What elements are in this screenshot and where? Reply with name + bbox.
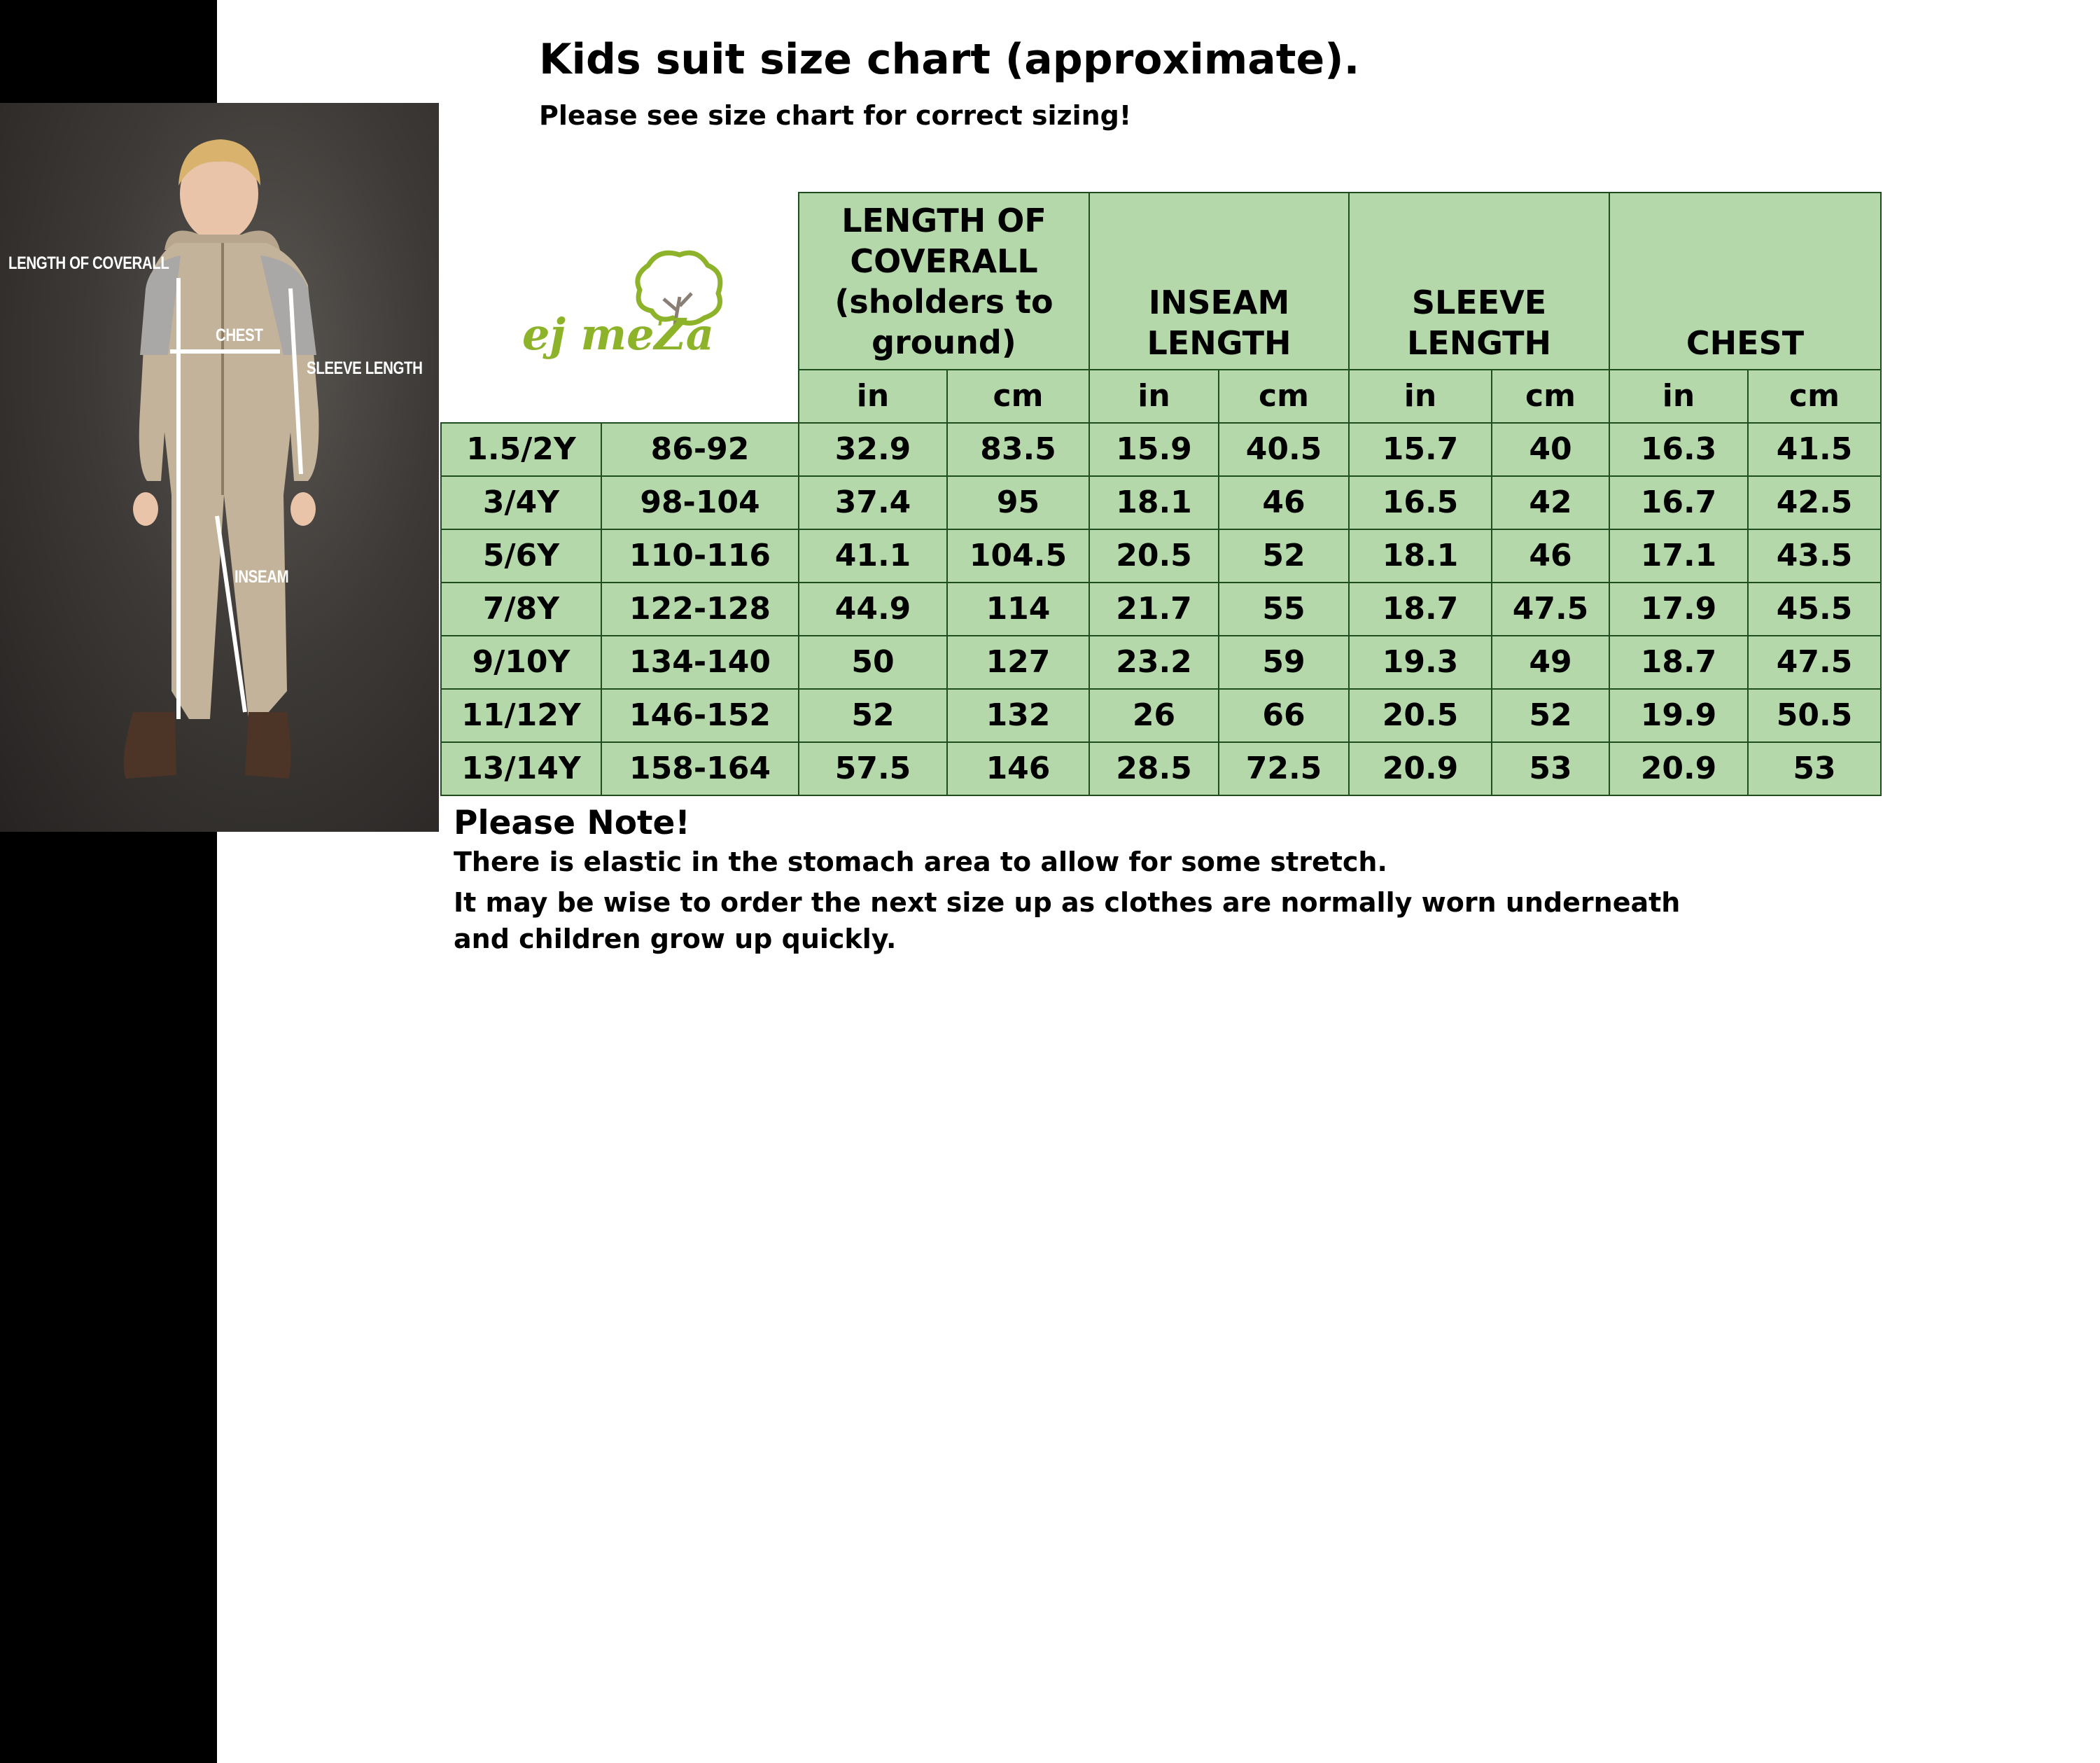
measure-cell: 59 <box>1219 636 1349 689</box>
measure-cell: 66 <box>1219 689 1349 742</box>
measure-cell: 15.7 <box>1349 423 1492 476</box>
unit-cell: in <box>1089 370 1219 423</box>
measure-cell: 37.4 <box>799 476 947 529</box>
measure-cell: 19.3 <box>1349 636 1492 689</box>
measure-cell: 95 <box>947 476 1089 529</box>
measure-cell: 23.2 <box>1089 636 1219 689</box>
note-line-2: It may be wise to order the next size up as clothes are normally worn underneath <box>454 887 1681 918</box>
label-length-of-coverall: LENGTH OF COVERALL <box>8 253 169 273</box>
table-row <box>441 583 1881 636</box>
measure-cell: 146 <box>947 742 1089 795</box>
measure-cell: 41.5 <box>1748 423 1881 476</box>
table-row <box>441 423 1881 476</box>
measure-cell: 53 <box>1748 742 1881 795</box>
table-row <box>441 742 1881 795</box>
measure-cell: 45.5 <box>1748 583 1881 636</box>
table-row <box>441 476 1881 529</box>
measure-cell: 72.5 <box>1219 742 1349 795</box>
measure-cell: 16.3 <box>1609 423 1748 476</box>
height-cell: 146-152 <box>601 689 799 742</box>
measure-cell: 46 <box>1492 529 1609 583</box>
table-row <box>441 636 1881 689</box>
unit-cell: cm <box>947 370 1089 423</box>
measure-cell: 15.9 <box>1089 423 1219 476</box>
height-cell: 158-164 <box>601 742 799 795</box>
logo-text: ej meZa <box>522 309 714 361</box>
note-heading: Please Note! <box>454 804 690 842</box>
measure-cell: 42.5 <box>1748 476 1881 529</box>
measure-cell: 18.7 <box>1609 636 1748 689</box>
height-cell: 110-116 <box>601 529 799 583</box>
table-row <box>441 529 1881 583</box>
measure-cell: 52 <box>799 689 947 742</box>
measure-cell: 43.5 <box>1748 529 1881 583</box>
note-line-1: There is elastic in the stomach area to allow for some stretch. <box>454 846 1387 877</box>
measure-cell: 41.1 <box>799 529 947 583</box>
header-inseam-length: INSEAM LENGTH <box>1089 193 1349 370</box>
measure-cell: 55 <box>1219 583 1349 636</box>
measure-cell: 21.7 <box>1089 583 1219 636</box>
measure-cell: 114 <box>947 583 1089 636</box>
note-line-3: and children grow up quickly. <box>454 924 897 954</box>
age-cell: 1.5/2Y <box>441 423 601 476</box>
measure-cell: 49 <box>1492 636 1609 689</box>
measure-cell: 20.9 <box>1349 742 1492 795</box>
measure-cell: 18.7 <box>1349 583 1492 636</box>
measure-cell: 40.5 <box>1219 423 1349 476</box>
measure-cell: 20.5 <box>1349 689 1492 742</box>
brand-logo <box>508 244 732 363</box>
measure-cell: 57.5 <box>799 742 947 795</box>
unit-cell: in <box>799 370 947 423</box>
measure-cell: 17.1 <box>1609 529 1748 583</box>
table-row <box>441 689 1881 742</box>
age-cell: 7/8Y <box>441 583 601 636</box>
measure-cell: 40 <box>1492 423 1609 476</box>
label-sleeve-length: SLEEVE LENGTH <box>307 358 423 378</box>
measure-cell: 50 <box>799 636 947 689</box>
header-chest: CHEST <box>1609 193 1881 370</box>
unit-cell: cm <box>1748 370 1881 423</box>
age-cell: 11/12Y <box>441 689 601 742</box>
measure-cell: 44.9 <box>799 583 947 636</box>
measure-cell: 18.1 <box>1349 529 1492 583</box>
age-cell: 9/10Y <box>441 636 601 689</box>
measure-cell: 47.5 <box>1492 583 1609 636</box>
height-cell: 86-92 <box>601 423 799 476</box>
size-rows <box>441 423 1881 795</box>
height-cell: 98-104 <box>601 476 799 529</box>
measure-cell: 127 <box>947 636 1089 689</box>
measure-cell: 18.1 <box>1089 476 1219 529</box>
measure-cell: 104.5 <box>947 529 1089 583</box>
measure-cell: 52 <box>1492 689 1609 742</box>
size-table <box>440 192 1882 796</box>
measure-cell: 46 <box>1219 476 1349 529</box>
measure-cell: 20.5 <box>1089 529 1219 583</box>
measure-cell: 32.9 <box>799 423 947 476</box>
measure-cell: 16.7 <box>1609 476 1748 529</box>
header-length-of-coverall: LENGTH OF COVERALL (sholders to ground) <box>799 193 1089 370</box>
header-sleeve-length: SLEEVE LENGTH <box>1349 193 1609 370</box>
measure-cell: 19.9 <box>1609 689 1748 742</box>
measure-cell: 50.5 <box>1748 689 1881 742</box>
unit-cell: cm <box>1492 370 1609 423</box>
coverall-illustration <box>0 103 439 832</box>
measure-cell: 26 <box>1089 689 1219 742</box>
unit-cell: in <box>1609 370 1748 423</box>
label-chest: CHEST <box>216 326 263 345</box>
unit-cell: in <box>1349 370 1492 423</box>
measure-cell: 20.9 <box>1609 742 1748 795</box>
measure-cell: 53 <box>1492 742 1609 795</box>
measure-cell: 52 <box>1219 529 1349 583</box>
page-title: Kids suit size chart (approximate). <box>539 35 1360 84</box>
model-photo <box>0 103 439 832</box>
height-cell: 122-128 <box>601 583 799 636</box>
label-inseam: INSEAM <box>234 567 289 587</box>
age-cell: 5/6Y <box>441 529 601 583</box>
unit-cell: cm <box>1219 370 1349 423</box>
height-cell: 134-140 <box>601 636 799 689</box>
measure-cell: 16.5 <box>1349 476 1492 529</box>
brand-logo-cell <box>441 193 799 423</box>
notes-section <box>454 804 1680 957</box>
measure-cell: 28.5 <box>1089 742 1219 795</box>
age-cell: 13/14Y <box>441 742 601 795</box>
page-subtitle: Please see size chart for correct sizing! <box>539 100 1132 131</box>
measure-cell: 47.5 <box>1748 636 1881 689</box>
measure-cell: 83.5 <box>947 423 1089 476</box>
measure-cell: 17.9 <box>1609 583 1748 636</box>
measure-cell: 42 <box>1492 476 1609 529</box>
measure-cell: 132 <box>947 689 1089 742</box>
age-cell: 3/4Y <box>441 476 601 529</box>
